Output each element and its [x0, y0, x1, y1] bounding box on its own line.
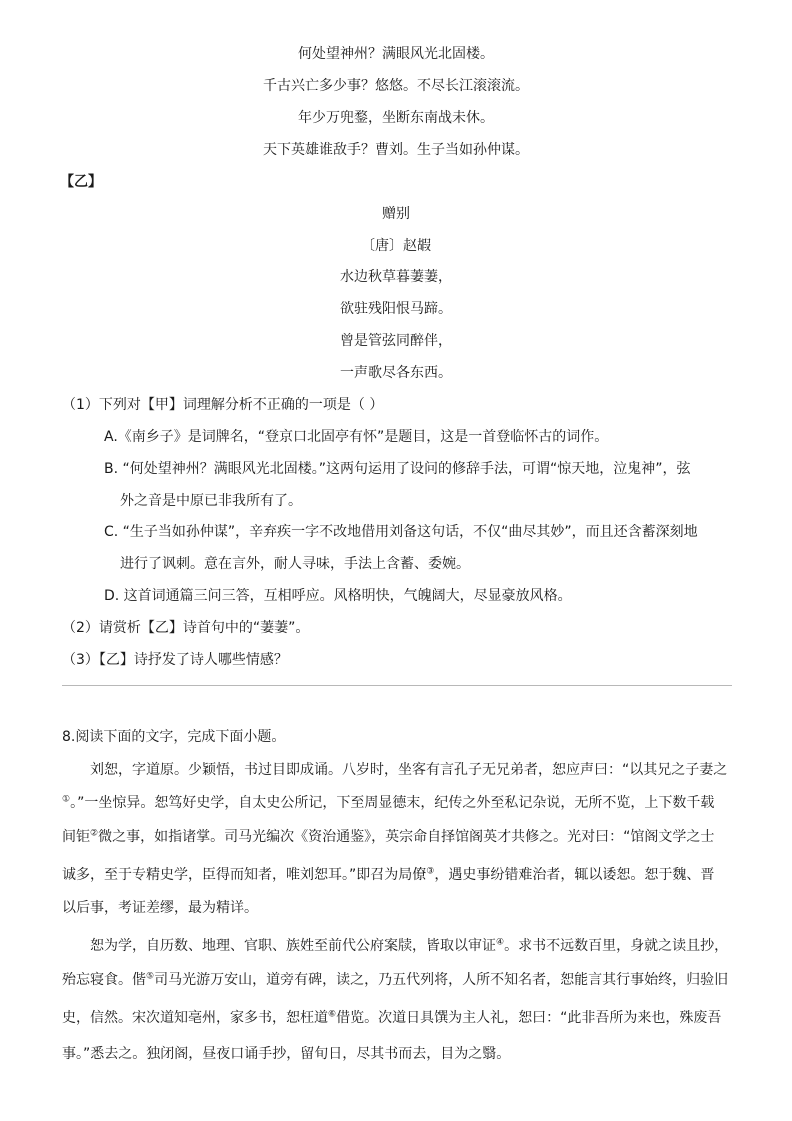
- question-1-option-c-cont: 进行了讽刺。意在言外，耐人寻味，手法上含蓄、委婉。: [120, 556, 470, 572]
- question-3: （3）【乙】诗抒发了诗人哪些情感？: [62, 652, 288, 668]
- footnote-marker: ②: [90, 828, 99, 839]
- question-1-stem: （1）下列对【甲】词理解分析不正确的一项是（ ）: [62, 397, 384, 413]
- poem-yi-title: 赠别: [382, 206, 410, 222]
- passage-line: [62, 1009, 721, 1027]
- question-1-option-b: B. “何处望神州？满眼风光北固楼。”这两句运用了设问的修辞手法，可谓“惊天地，泣鬼神”，弦: [104, 461, 691, 477]
- passage-text: 司马光游万安山，道旁有碑，读之，乃五代列将，人所不知名者，恕能言其行事始终，归验旧: [154, 972, 729, 988]
- question-1-option-a: A.《南乡子》是词牌名，“登京口北固亭有怀”是题目，这是一首登临怀古的词作。: [104, 429, 609, 445]
- footnote-marker: ①: [62, 794, 71, 805]
- poem-jia-line: 何处望神州？满眼风光北固楼。: [298, 46, 494, 62]
- poem-yi-line: 水边秋草暮萋萋，: [340, 269, 452, 285]
- passage-line: 事。”悉去之。独闭阁，昼夜口诵手抄，留旬日，尽其书而去，目为之翳。: [62, 1046, 511, 1062]
- question-1-option-d: D. 这首词通篇三问三答，互相呼应。风格明快，气魄阔大，尽显豪放风格。: [104, 588, 572, 604]
- passage-line: [62, 794, 714, 812]
- passage-text: 史，信然。宋次道知亳州，家多书，恕枉道: [62, 1010, 328, 1026]
- question-2: （2）请赏析【乙】诗首句中的“萋萋”。: [62, 620, 310, 636]
- passage-text: 殆忘寝食。偕: [62, 972, 146, 988]
- passage-text: 借览。次道日具馔为主人礼，恕曰：“此非吾所为来也，殊废吾: [336, 1010, 722, 1026]
- passage-line: 以后事，考证差缪，最为精详。: [62, 900, 258, 916]
- poem-jia-line: 天下英雄谁敌手？曹刘。生子当如孙仲谋。: [263, 142, 529, 158]
- passage-text: 诚多，至于专精史学，臣得而知者，唯刘恕耳。”即召为局僚: [62, 867, 427, 883]
- footnote-marker: ⑥: [328, 1009, 337, 1020]
- passage-line: [90, 937, 728, 955]
- poem-yi-line: 曾是管弦同醉伴，: [340, 333, 452, 349]
- question-1-option-c: C. “生子当如孙仲谋”，辛弃疾一字不改地借用刘备这句话，不仅“曲尽其妙”，而且还含蓄深刻地: [104, 524, 698, 540]
- passage-text: 恕为学，自历数、地理、官职、族姓至前代公府案牍，皆取以审证: [90, 938, 496, 954]
- poem-yi-line: 一声歌尽各东西。: [340, 365, 452, 381]
- passage-line: [62, 828, 714, 846]
- question-1-option-b-cont: 外之音是中原已非我所有了。: [120, 493, 302, 509]
- passage-line: [62, 866, 714, 884]
- passage-text: 微之事，如指诸掌。司马光编次《资治通鉴》，英宗命自择馆阁英才共修之。光对曰：“馆阁文学之士: [98, 829, 715, 845]
- footnote-marker: ⑤: [146, 971, 155, 982]
- poem-jia-line: 年少万兜鍪，坐断东南战未休。: [298, 110, 494, 126]
- passage-text: 间钜: [62, 829, 90, 845]
- footnote-marker: ③: [426, 866, 435, 877]
- footnote-marker: ④: [496, 937, 505, 948]
- section-yi-label: 【乙】: [60, 174, 102, 190]
- poem-yi-line: 欲驻残阳恨马蹄。: [340, 301, 452, 317]
- poem-yi-author: 〔唐〕赵嘏: [361, 238, 431, 254]
- passage-line: 刘恕，字道原。少颖悟，书过目即成诵。八岁时，坐客有言孔子无兄弟者，恕应声曰：“以其兄之子妻之: [90, 762, 728, 778]
- poem-jia-line: 千古兴亡多少事？悠悠。不尽长江滚滚流。: [263, 78, 529, 94]
- passage-text: ，遇史事纷错难治者，辄以诿恕。恕于魏、晋: [434, 867, 715, 883]
- passage-text: 。求书不远数百里，身就之读且抄，: [504, 938, 729, 954]
- section-divider: [62, 685, 732, 686]
- question-8-heading: 8.阅读下面的文字，完成下面小题。: [62, 729, 286, 745]
- passage-line: [62, 971, 728, 989]
- passage-text: 。”一坐惊异。恕笃好史学，自太史公所记，下至周显德末，纪传之外至私记杂说，无所不览，上下数千载: [70, 795, 715, 811]
